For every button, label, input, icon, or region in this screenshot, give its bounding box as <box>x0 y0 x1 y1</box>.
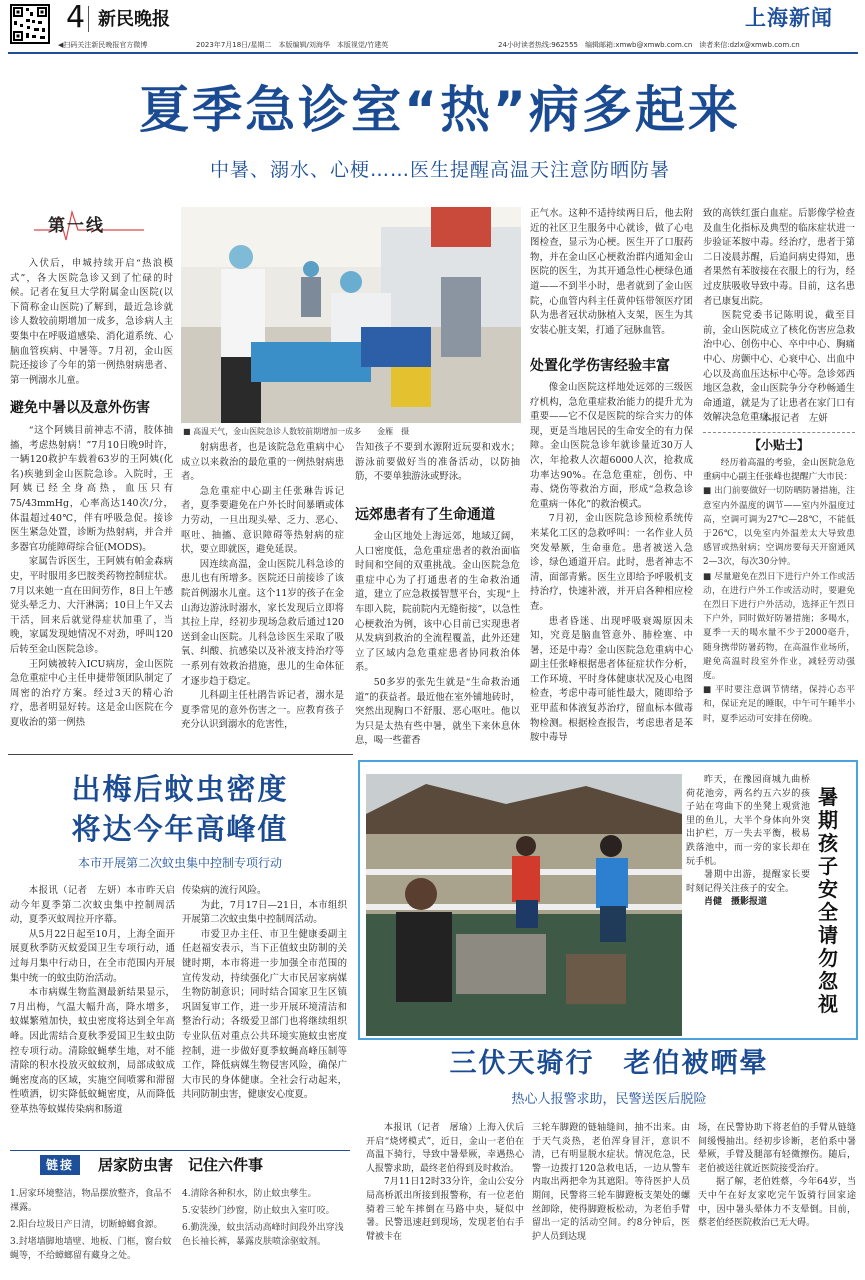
paragraph: 本报讯（记者 左妍）本市昨天启动今年夏季第二次蚊虫集中控制周活动，夏季灭蚊周拉开序幕。 <box>10 885 175 926</box>
paragraph: 三轮车脚蹬的链轴缝间，抽不出来。由于天气炎热，老伯浑身冒汗，意识不清，已有明显脱水症状。情况危急，民警一边拨打120急救电话，一边从警车内取出两把伞为其遮阳。等待医护人员期间，民警将三轮车脚蹬板支架处的螺丝卸除，使得脚蹬板松动，为老伯手臂留出一定的活动空间。约8分钟后，医护人员到达现 <box>532 1123 690 1242</box>
subheading-chemical: 处置化学伤害经验丰富 <box>530 358 670 374</box>
byline: 本报记者 左妍 <box>762 413 828 424</box>
column-label <box>34 208 144 244</box>
link-item: 3.封堵墙脚地墙壁、地板、门框，窗台蚊蝇等，不给蟑螂留有藏身之处。 <box>10 1237 172 1261</box>
article1-col4a <box>530 207 693 349</box>
cyclist-subhead: 热心人报警求助，民警送医后脱险 <box>511 1092 707 1107</box>
link-list-right <box>182 1187 348 1249</box>
tips-item: ■ 平时要注意调节情绪，保持心态平和，保证充足的睡眠，中午可午睡半小时，夏季运动可安排在傍晚。 <box>703 685 855 724</box>
paragraph: 像金山医院这样地处远郊的三级医疗机构，急危重症救治能力的提升尤为重要——它不仅是医院的综合实力的体现，更是当地居民的生命安全的有力保障。金山医院急诊年就诊量近30万人次，年抢救人次超6000人次，抢救成功率达90%。在急危重症，创伤、中毒、烧伤等救治方面，形成“急救急诊危重病一体化”的救治模式。 <box>530 382 693 510</box>
cyclist-headline: 三伏天骑行 老伯被晒晕 <box>449 1048 769 1079</box>
link-item: 4.清除各种积水，防止蚊虫孳生。 <box>182 1189 317 1199</box>
main-headline: 夏季急诊室“热”病多起来 <box>139 81 741 139</box>
subheading-lifeline: 远郊患者有了生命通道 <box>355 507 495 523</box>
children-photo <box>366 774 682 1036</box>
paragraph: 王阿姨被转入ICU病房，金山医院急危重症中心主任申捷带领团队制定了周密的治疗方案。经过3天的精心治疗，患者明显好转。这是金山医院在今夏收治的第一例热 <box>10 658 173 728</box>
mosquito-subhead: 本市开展第二次蚊虫集中控制专项行动 <box>77 856 282 870</box>
mosquito-col2 <box>182 884 347 1146</box>
tips-title: 【小贴士】 <box>748 438 809 452</box>
section-name: 上海新闻 <box>745 6 833 30</box>
article1-col2 <box>181 441 344 746</box>
qr-caption: ◀扫码关注新民晚报官方微博 <box>58 41 148 49</box>
paragraph: 射病患者，也是该院急危重病中心成立以来救治的最危重的一例热射病患者。 <box>181 442 344 483</box>
paragraph: 7月11日12时33分许，金山公安分局高桥派出所接到报警称，有一位老伯骑着三轮车摔倒在马路中央，疑似中暑。民警迅速赶到现场，发现老伯右手臂被卡在 <box>366 1177 524 1242</box>
header-divider <box>88 6 89 32</box>
paragraph: “这个阿姨目前神志不清，肢体抽搐，考虑热射病！”7月10日晚9时许，一辆120救护车载着63岁的王阿姨(化名)疾驰到金山医院急诊。入院时，王阿姨已经全身高热，血压只有75/43mmHg，心率高达140次/分，体温超过40℃，伴有呼吸急促。接诊医生紧急处置，诊断为热射病，并合并多器官功能障碍综合征(MODS)。 <box>10 425 173 553</box>
link-item: 6.勤洗澡，蚊虫活动高峰时间段外出穿浅色长袖长裤，暴露皮肤喷涂驱蚊剂。 <box>182 1223 344 1247</box>
photo-story-title: 暑期孩子安全请勿忽视 <box>818 785 838 1016</box>
tips-rule <box>703 432 855 433</box>
main-subhead: 中暑、溺水、心梗……医生提醒高温天注意防晒防暑 <box>209 159 670 181</box>
photo-caption: ■ 高温天气，金山医院急诊人数较前期增加一成多 金雁 摄 <box>183 427 410 436</box>
link-badge: 链接 <box>40 1155 80 1175</box>
tips-item: ■ 出门前要做好一切防晒防暑措施，注意室内外温度的调节——室内外温度过高，空调可调为27℃—28℃，不能低于26℃，以免室内外温差太大导致患感冒或热射病；空调房要每天开窗通风2—3次，每次30分钟。 <box>703 486 855 568</box>
paragraph: 急危重症中心副主任张琳告诉记者，夏季要避免在户外长时间暴晒或体力劳动，一旦出现头晕、乏力、恶心、呕吐、抽搐、意识障碍等热射病的症状，要立即就医，避免延误。 <box>181 485 344 556</box>
paragraph: 传染病的流行风险。 <box>182 885 267 896</box>
date-editor: 2023年7月18日/星期二 本版编辑/刘海华 本版视觉/竹建英 <box>196 41 389 49</box>
subheading-heatstroke: 避免中暑以及意外伤害 <box>10 400 150 416</box>
article1-col4 <box>530 381 693 746</box>
link-title: 居家防虫害 记住六件事 <box>98 1156 264 1174</box>
paragraph: 金山区地处上海远郊，地域辽阔，人口密度低，急危重症患者的救治面临时间和空间的双重挑战。金山医院急危重症中心为了打通患者的生命救治通道，建立了应急救援智慧平台，实现“上车即入院，院前院内无缝衔接”，以急性心梗救治为例，该中心目前已实现患者从发病到救治的全流程覆盖，此外还建立了区域内急危重症患者协同救治体系。 <box>355 531 520 674</box>
paragraph: 致的高铁红蛋白血症。后影像学检查及血生化指标及典型的临床症状进一步验证苯胺中毒。经治疗，患者于第二日凌晨苏醒，后追问病史得知，患者果然有苯胺接在衣服上的行为，经过皮肤吸收导致中毒。目前，这名患者已康复出院。 <box>703 208 855 307</box>
paragraph: 家属告诉医生，王阿姨有帕金森病史，平时服用多巴胺类药物控制症状。7月以来她一直在田间劳作，8日上午感觉头晕乏力、大汗淋漓；10日上午又去干活，回来后就觉得症状加重了，当晚，家属发现她情况不对劲，呼叫120后转至金山医院急诊。 <box>10 556 173 655</box>
paragraph: 入伏后，申城持续开启“热浪模式”，各大医院急诊又到了忙碌的时候。记者在复旦大学附属金山医院(以下简称金山医院)了解到，最近急诊就诊人数较前期增加一成多，急诊病人主要集中在呼吸道感染、消化道系统、心脑血管疾病、中暑等。7月初，金山医院还接诊了今年的第一例热射病患者、第一例溺水儿童。 <box>10 258 173 386</box>
link-item: 5.安装纱门纱窗，防止蚊虫入室叮咬。 <box>182 1206 335 1216</box>
mosquito-col1 <box>10 884 175 1146</box>
link-list-left <box>10 1187 172 1263</box>
cyclist-col1 <box>366 1122 524 1274</box>
paragraph: 昨天，在豫园商城九曲桥荷花池旁，两名约五六岁的孩子站在弯曲下的坐凳上观赏池里的鱼儿，大半个身体向外突出护栏，万一失去平衡，极易跌落池中，而一旁的家长却在玩手机。 <box>686 775 810 867</box>
hotline: 24小时读者热线:962555 编辑邮箱:xmwb@xmwb.com.cn 读者来信:dzlx@xmwb.com.cn <box>498 41 800 49</box>
paragraph: 50多岁的张先生就是“生命救治通道”的获益者。最近他在室外铺地砖时，突然出现胸口不舒服、恶心呕吐。他以为只是太热有些中暑，就坐下来休息休息，喝一些藿香 <box>355 676 520 747</box>
tips-body <box>703 456 855 746</box>
article1-col3a <box>355 441 520 501</box>
paragraph: 7月初，金山医院急诊预检系统传来某化工区的急救呼叫：一名作业人员突发晕厥，生命垂危。患者被送入急诊，绿色通道开启。此时，患者神志不清，面部青紫。医生立即给予呼吸机支持治疗，快速补液，并开启各种相应检查。 <box>530 513 693 612</box>
article1-col3 <box>355 530 520 746</box>
mosquito-headline-2: 将达今年高峰值 <box>71 812 289 846</box>
link-item: 2.阳台垃圾日产日清，切断蟑螂食源。 <box>10 1220 163 1230</box>
cyclist-col3 <box>698 1122 856 1274</box>
paragraph: 因连续高温，金山医院儿科急诊的患儿也有所增多。医院还日前接诊了该院首例溺水儿童。这个11岁的孩子在金山海边游泳时溺水，家长发现后立即将其拉上岸，经初步现场急救后通过120送到金山医院。儿科急诊医生采取了吸氧、纠酸、抗感染以及补液支持治疗等一系列有效救治措施，患儿的生命体征才逐步趋于稳定。 <box>181 558 344 687</box>
paper-name: 新民晚报 <box>98 9 170 30</box>
paragraph: 本报讯（记者 屠瑜）上海入伏后开启“烧烤模式”，近日，金山一老伯在高温下骑行，导致中暑晕厥，幸遇热心人报警求助，最终老伯得到及时救治。 <box>366 1123 524 1174</box>
mosquito-headline-1: 出梅后蚊虫密度 <box>71 772 289 806</box>
tips-intro: 经历着高温的考验，金山医院急危重病中心副主任张峰也提醒广大市民： <box>703 458 855 483</box>
paragraph: 告知孩子不要到水源附近玩耍和戏水；游泳前要做好当的准备活动，以防抽筋，不要单独游泳或野泳。 <box>355 442 520 483</box>
page-number: 4 <box>66 0 86 35</box>
link-item: 1.居家环境整洁，物品摆放整齐，食品不裸露。 <box>10 1189 172 1213</box>
article1-col1 <box>10 424 173 746</box>
paragraph: 暑期中出游，提醒家长要时刻记得关注孩子的安全。 <box>686 870 810 894</box>
paragraph: 为此，7月17日—21日，本市组织开展第二次蚊虫集中控制周活动。 <box>182 899 347 926</box>
paragraph: 据了解，老伯姓蔡，今年64岁，当天中午在好友家吃完午饭骑行回家途中，因中暑头晕体力不支晕倒。目前，蔡老伯经医院救治已无大碍。 <box>698 1177 856 1229</box>
photo-story-caption <box>686 774 810 1032</box>
qr-code <box>10 4 50 44</box>
paragraph: 从5月22日起至10月，上海全面开展夏秋季防灭蚊爱国卫生专项行动，通过每月集中行动日，在全市范围内开展集中统一的蚊虫防治活动。 <box>10 928 175 984</box>
link-box <box>10 1150 350 1274</box>
section-divider <box>8 754 353 755</box>
photo-story-box <box>358 760 858 1040</box>
article1-col1-top <box>10 257 173 387</box>
cyclist-col2 <box>532 1122 690 1274</box>
paragraph: 医院党委书记陈明说，截至目前，金山医院成立了核化伤害应急救治中心、创伤中心、卒中中心、胸痛中心、房颤中心、心衰中心、出血中心以及高血压达标中心等。急诊郊西地区急救，金山医院争分夺秒畅通生命通道，就是为了让患者在家门口有效解决急危重症。 <box>703 310 855 424</box>
photo-credit: 肖健 摄影报道 <box>704 897 768 908</box>
paragraph: 患者昏迷、出现呼吸衰竭原因未知，究竟是脑血管意外、肺栓塞、中暑，还是中毒？金山医院急危重病中心副主任张峰根据患者体征症状作分析，工作环境、平时身体健康状况及心电图检查，考虑中毒可能性最大，随即给予亚甲蓝和体液复苏治疗，留血标本做毒物检测。根据检查报告，考虑患者是苯胺中毒导 <box>530 615 693 744</box>
paragraph: 市爱卫办主任、市卫生健康委副主任赵福安表示，当下正值蚊虫防制的关键时期，本市将进一步加强全市范围的宣传发动，持续强化广大市民居家病媒生物防制意识；同时结合国家卫生区镇巩固复审工作，进一步开展环境清洁和整治行动；各级爱卫部门也将继续组织专业队伍对重点公共环境实施蚊虫密度控制，进一步做好夏季蚊蝇高峰压制等工作，降低病媒生物侵害风险，确保广大市民的身体健康。全社会行动起来，共同防制虫害，健康安心度夏。 <box>182 928 347 1101</box>
tips-item: ■ 尽量避免在烈日下进行户外工作或活动，在进行户外工作或活动时，要避免在烈日下进行户外活动，选择正午烈日下户外，同时做好防暑措施；多喝水，夏季一天的喝水量不少于2000毫升，随身携带防暑药物，在高温作业场所，避免高温时段室外作业，减轻劳动强度。 <box>703 571 855 682</box>
paragraph: 正气水。这种不适持续两日后，他去附近的社区卫生服务中心就诊，做了心电图检查，显示为心梗。医生开了口服药物，并在金山区心梗救治群内通知金山医院的医生，为其开通急性心梗绿色通道——不到半小时，患者就到了金山医院，心血管内科主任黄仲钰带领医疗团队为患者冠状动脉植入支架，医生为其安装心脏支架，打通了冠脉血管。 <box>530 208 693 336</box>
header-rule <box>8 52 858 54</box>
paragraph: 儿科副主任杜鹃告诉记者，溺水是夏季常见的意外伤害之一。应教育孩子充分认识到溺水的危害性， <box>181 690 344 731</box>
emergency-photo <box>181 207 521 423</box>
paragraph: 场，在民警协助下将老伯的手臂从链缝间缓慢抽出。经初步诊断，老伯系中暑晕厥，手臂及腿部有轻微擦伤。随后，老伯被送往就近医院接受治疗。 <box>698 1123 856 1174</box>
column-label-text: 第一线 <box>48 216 105 236</box>
paragraph: 本市病媒生物监测最新结果显示，7月出梅，气温大幅升高，降水增多，蚊媒繁殖加快，蚊虫密度将达到全年高峰。因此需结合夏秋季爱国卫生蚊虫防控专项行动。清除蚊蝇孳生地，对不能清除的积水投放灭蚊蚊剂，局部成蚊成蝇密度高的区域，实施空间喷雾和滞留性喷洒，切实降低蚊蝇密度，从而降低登革热等蚊媒传染病和肠道 <box>10 987 175 1115</box>
